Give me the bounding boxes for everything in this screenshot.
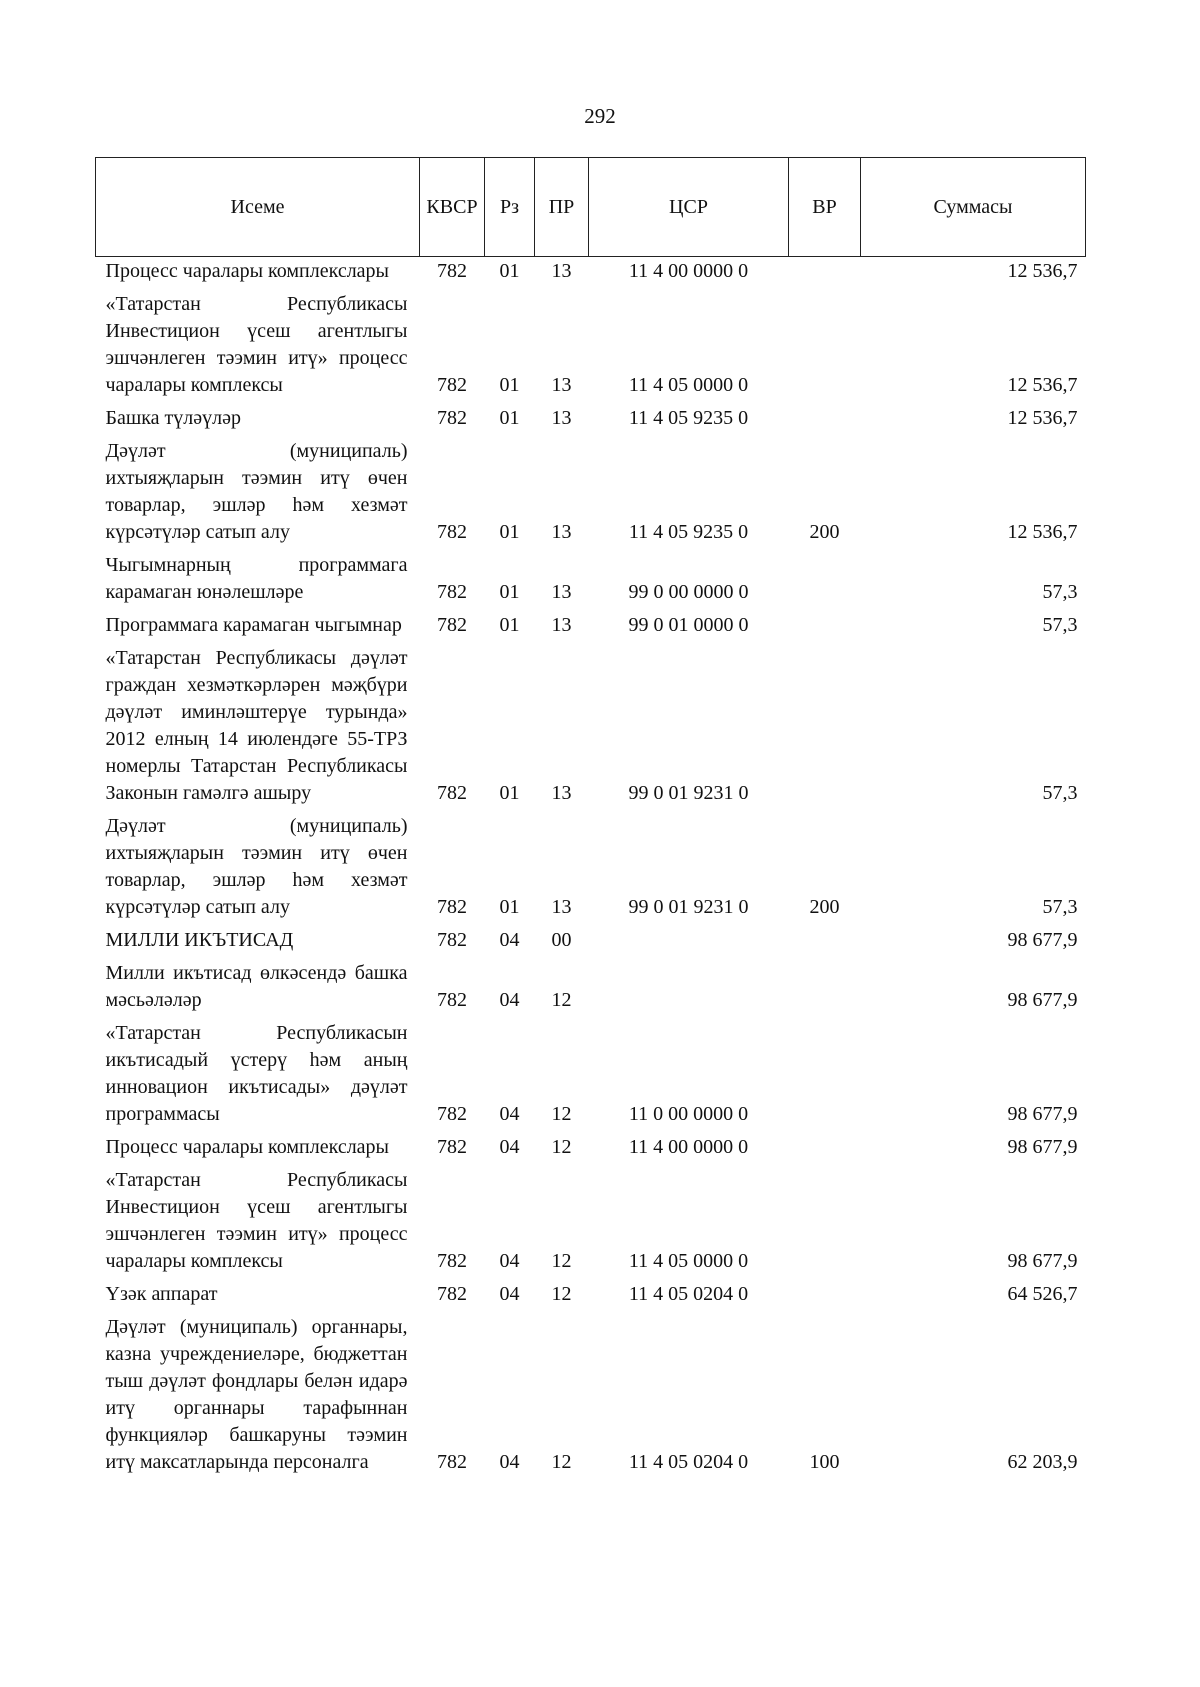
- cell-rz: 01: [499, 374, 520, 396]
- cell-vr: [789, 959, 861, 1019]
- cell-name: Башка түләүләр: [105, 407, 242, 429]
- cell-sum: 98 677,9: [1007, 1136, 1078, 1158]
- cell-rz: 01: [499, 614, 520, 636]
- cell-sum: 57,3: [1042, 581, 1078, 603]
- cell-kvsr: 782: [437, 1103, 467, 1125]
- cell-rz: 01: [499, 581, 520, 603]
- cell-csr: 11 4 05 0000 0: [628, 1250, 749, 1272]
- cell-rz: 01: [499, 896, 520, 918]
- header-sum: Суммасы: [861, 158, 1086, 257]
- cell-name: Процесс чаралары комплекслары: [105, 1136, 389, 1158]
- cell-kvsr: 782: [437, 614, 467, 636]
- cell-rz: 04: [499, 1451, 520, 1473]
- cell-name: Процесс чаралары комплекслары: [105, 260, 389, 282]
- cell-csr: 11 4 05 0000 0: [628, 374, 749, 396]
- cell-pr: 12: [551, 1283, 572, 1305]
- cell-csr: 11 4 05 9235 0: [628, 521, 749, 543]
- cell-sum: 57,3: [1042, 782, 1078, 804]
- cell-vr: [789, 1019, 861, 1133]
- table-row: [96, 959, 1086, 1019]
- cell-pr: 13: [551, 374, 572, 396]
- cell-kvsr: 782: [437, 1283, 467, 1305]
- header-name: Исеме: [96, 158, 420, 257]
- cell-rz: 04: [499, 989, 520, 1011]
- cell-pr: 00: [551, 929, 572, 951]
- cell-vr: [789, 1133, 861, 1166]
- cell-kvsr: 782: [437, 1136, 467, 1158]
- header-vr: ВР: [789, 158, 861, 257]
- cell-sum: 64 526,7: [1007, 1283, 1078, 1305]
- cell-pr: 12: [551, 1451, 572, 1473]
- cell-vr: [789, 1280, 861, 1313]
- cell-sum: 57,3: [1042, 614, 1078, 636]
- cell-vr: [789, 551, 861, 611]
- cell-name: МИЛЛИ ИКЪТИСАД: [105, 929, 294, 951]
- cell-sum: 57,3: [1042, 896, 1078, 918]
- cell-kvsr: 782: [437, 521, 467, 543]
- cell-kvsr: 782: [437, 896, 467, 918]
- cell-sum: 98 677,9: [1007, 989, 1078, 1011]
- table-row: [96, 1166, 1086, 1280]
- cell-pr: 13: [551, 407, 572, 429]
- cell-rz: 04: [499, 1103, 520, 1125]
- table-row: [96, 1313, 1086, 1481]
- cell-rz: 01: [499, 521, 520, 543]
- cell-kvsr: 782: [437, 374, 467, 396]
- table-header-row: [96, 158, 1086, 257]
- cell-csr: 99 0 00 0000 0: [628, 581, 749, 603]
- cell-pr: 13: [551, 521, 572, 543]
- cell-sum: 98 677,9: [1007, 1103, 1078, 1125]
- cell-sum: 98 677,9: [1007, 929, 1078, 951]
- cell-csr: 11 4 05 0204 0: [628, 1451, 749, 1473]
- cell-vr: 200: [809, 896, 840, 918]
- table-row: [96, 257, 1086, 291]
- cell-rz: 01: [499, 260, 520, 282]
- cell-pr: 12: [551, 1103, 572, 1125]
- table-row: [96, 1019, 1086, 1133]
- cell-sum: 12 536,7: [1007, 521, 1078, 543]
- table-row: [96, 1133, 1086, 1166]
- cell-csr: 11 4 05 0204 0: [628, 1283, 749, 1305]
- cell-name: «Татарстан Республикасы Инвестицион үсеш агентлыгы эшчәнлеген тәэмин итү» процесс чаралары комплексы: [105, 1169, 408, 1272]
- cell-pr: 13: [551, 614, 572, 636]
- header-kvsr: КВСР: [420, 158, 485, 257]
- cell-name: Үзәк аппарат: [105, 1283, 218, 1305]
- cell-csr: 99 0 01 0000 0: [628, 614, 749, 636]
- cell-csr: 11 4 00 0000 0: [628, 260, 749, 282]
- table-row: [96, 644, 1086, 812]
- cell-vr: 200: [809, 521, 840, 543]
- cell-sum: 62 203,9: [1007, 1451, 1078, 1473]
- cell-pr: 13: [551, 896, 572, 918]
- cell-vr: [789, 290, 861, 404]
- cell-csr: 11 4 00 0000 0: [628, 1136, 749, 1158]
- cell-rz: 01: [499, 782, 520, 804]
- cell-kvsr: 782: [437, 1250, 467, 1272]
- table-row: [96, 812, 1086, 926]
- cell-sum: 12 536,7: [1007, 260, 1078, 282]
- cell-csr: 99 0 01 9231 0: [628, 782, 749, 804]
- cell-kvsr: 782: [437, 407, 467, 429]
- table-row: [96, 551, 1086, 611]
- cell-kvsr: 782: [437, 929, 467, 951]
- table-row: [96, 290, 1086, 404]
- cell-vr: [789, 1166, 861, 1280]
- cell-rz: 01: [499, 407, 520, 429]
- page-number: 292: [584, 104, 616, 128]
- cell-rz: 04: [499, 929, 520, 951]
- cell-kvsr: 782: [437, 782, 467, 804]
- cell-pr: 13: [551, 782, 572, 804]
- cell-pr: 12: [551, 1250, 572, 1272]
- budget-table: [95, 157, 1086, 1481]
- table-row: [96, 1280, 1086, 1313]
- cell-vr: [789, 611, 861, 644]
- cell-name: «Татарстан Республикасы Инвестицион үсеш агентлыгы эшчәнлеген тәэмин итү» процесс чаралары комплексы: [105, 293, 408, 396]
- cell-sum: 98 677,9: [1007, 1250, 1078, 1272]
- cell-rz: 04: [499, 1136, 520, 1158]
- cell-kvsr: 782: [437, 260, 467, 282]
- cell-pr: 13: [551, 581, 572, 603]
- cell-name: «Татарстан Республикасы дәүләт граждан хезмәткәрләрен мәҗбүри дәүләт иминләштерүе турында» 2012 елның 14 июлендәге 55-ТРЗ номерлы Татарстан Республикасы Законын гамәлгә ашыру: [105, 647, 408, 804]
- cell-sum: 12 536,7: [1007, 407, 1078, 429]
- cell-sum: 12 536,7: [1007, 374, 1078, 396]
- cell-rz: 04: [499, 1250, 520, 1272]
- cell-name: Дәүләт (муниципаль) органнары, казна учреждениеләре, бюджеттан тыш дәүләт фондлары белән идарә итү органнары тарафыннан функцияләр башкаруны тәэмин итү максатларында персоналга: [105, 1316, 408, 1473]
- header-pr: ПР: [535, 158, 589, 257]
- cell-kvsr: 782: [437, 989, 467, 1011]
- table-body: [96, 257, 1086, 1482]
- cell-vr: [789, 926, 861, 959]
- cell-pr: 12: [551, 1136, 572, 1158]
- table-row: [96, 404, 1086, 437]
- cell-vr: [789, 404, 861, 437]
- cell-csr: 99 0 01 9231 0: [628, 896, 749, 918]
- cell-csr: 11 0 00 0000 0: [628, 1103, 749, 1125]
- cell-name: Милли икътисад өлкәсендә башка мәсьәләләр: [105, 962, 408, 1011]
- cell-csr: [589, 926, 789, 959]
- cell-name: Чыгымнарның программага карамаган юнәлешләре: [105, 554, 408, 603]
- cell-name: Программага карамаган чыгымнар: [105, 614, 402, 636]
- table-row: [96, 926, 1086, 959]
- cell-vr: [789, 257, 861, 291]
- cell-kvsr: 782: [437, 1451, 467, 1473]
- cell-kvsr: 782: [437, 581, 467, 603]
- cell-vr: 100: [809, 1451, 840, 1473]
- header-rz: Рз: [485, 158, 535, 257]
- cell-pr: 12: [551, 989, 572, 1011]
- cell-name: Дәүләт (муниципаль) ихтыяҗларын тәэмин итү өчен товарлар, эшләр һәм хезмәт күрсәтүләр сатып алу: [105, 815, 408, 918]
- cell-name: «Татарстан Республикасын икътисадый үстерү һәм аның инновацион икътисады» дәүләт программасы: [105, 1022, 408, 1125]
- cell-pr: 13: [551, 260, 572, 282]
- cell-csr: 11 4 05 9235 0: [628, 407, 749, 429]
- table-row: [96, 437, 1086, 551]
- table-row: [96, 611, 1086, 644]
- cell-csr: [589, 959, 789, 1019]
- cell-name: Дәүләт (муниципаль) ихтыяҗларын тәэмин итү өчен товарлар, эшләр һәм хезмәт күрсәтүләр сатып алу: [105, 440, 408, 543]
- header-csr: ЦСР: [589, 158, 789, 257]
- cell-rz: 04: [499, 1283, 520, 1305]
- cell-vr: [789, 644, 861, 812]
